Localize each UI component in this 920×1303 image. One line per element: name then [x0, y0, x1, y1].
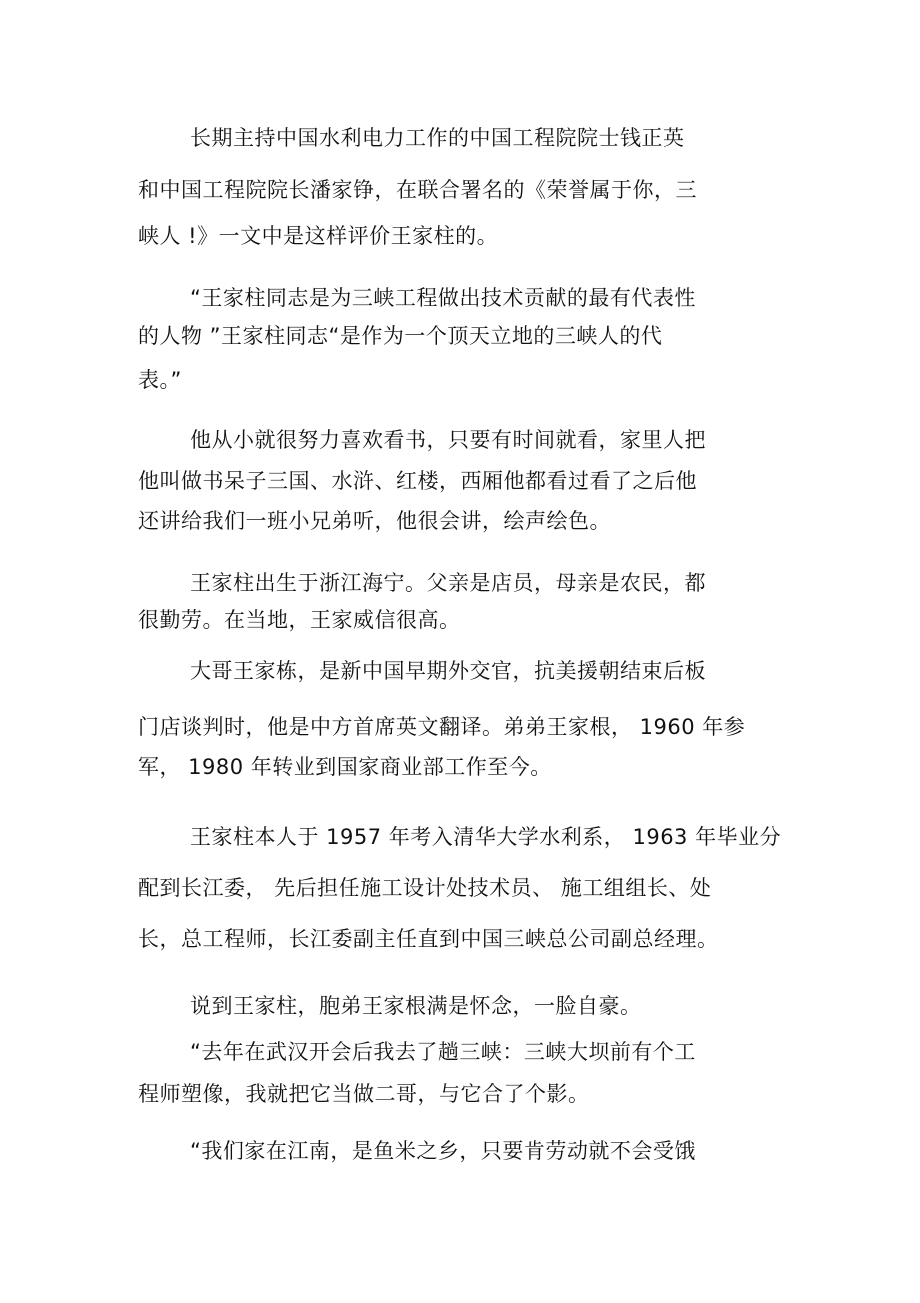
- text-line: 峡人 !》一文中是这样评价王家柱的。: [138, 224, 499, 248]
- text-line: 他从小就很努力喜欢看书，只要有时间就看，家里人把: [190, 428, 706, 452]
- text-line: “去年在武汉开会后我去了趟三峡：三峡大坝前有个工: [190, 1040, 696, 1064]
- text-line: 大哥王家栋，是新中国早期外交官，抗美援朝结束后板: [190, 659, 706, 683]
- text-line: 很勤劳。在当地，王家威信很高。: [138, 608, 461, 632]
- text-line: 长，总工程师，长江委副主任直到中国三峡总公司副总经理。: [138, 927, 719, 951]
- text-line: 的人物 ”王家柱同志“是作为一个顶天立地的三峡人的代: [138, 324, 663, 348]
- text-line: 配到长江委， 先后担任施工设计处技术员、 施工组组长、处: [138, 876, 712, 900]
- text-line: “王家柱同志是为三峡工程做出技术贡献的最有代表性: [190, 286, 696, 310]
- text-line: 还讲给我们一班小兄弟听，他很会讲，绘声绘色。: [138, 509, 611, 533]
- text-line: 表。”: [138, 368, 182, 392]
- text-line: “我们家在江南，是鱼米之乡，只要肯劳动就不会受饿: [190, 1139, 696, 1163]
- text-line: 军， 1980 年转业到国家商业部工作至今。: [138, 755, 552, 779]
- text-line: 说到王家柱，胞弟王家根满是怀念，一脸自豪。: [190, 994, 642, 1018]
- text-line: 王家柱出生于浙江海宁。父亲是店员，母亲是农民，都: [190, 571, 706, 595]
- text-line: 门店谈判时，他是中方首席英文翻译。弟弟王家根， 1960 年参: [138, 715, 746, 739]
- text-line: 王家柱本人于 1957 年考入清华大学水利系， 1963 年毕业分: [190, 825, 782, 849]
- text-line: 和中国工程院院长潘家铮，在联合署名的《荣誉属于你，三: [138, 178, 697, 202]
- text-line: 他叫做书呆子三国、水浒、红楼，西厢他都看过看了之后他: [138, 469, 697, 493]
- text-line: 长期主持中国水利电力工作的中国工程院院士钱正英: [190, 126, 685, 150]
- text-line: 程师塑像，我就把它当做二哥，与它合了个影。: [138, 1082, 590, 1106]
